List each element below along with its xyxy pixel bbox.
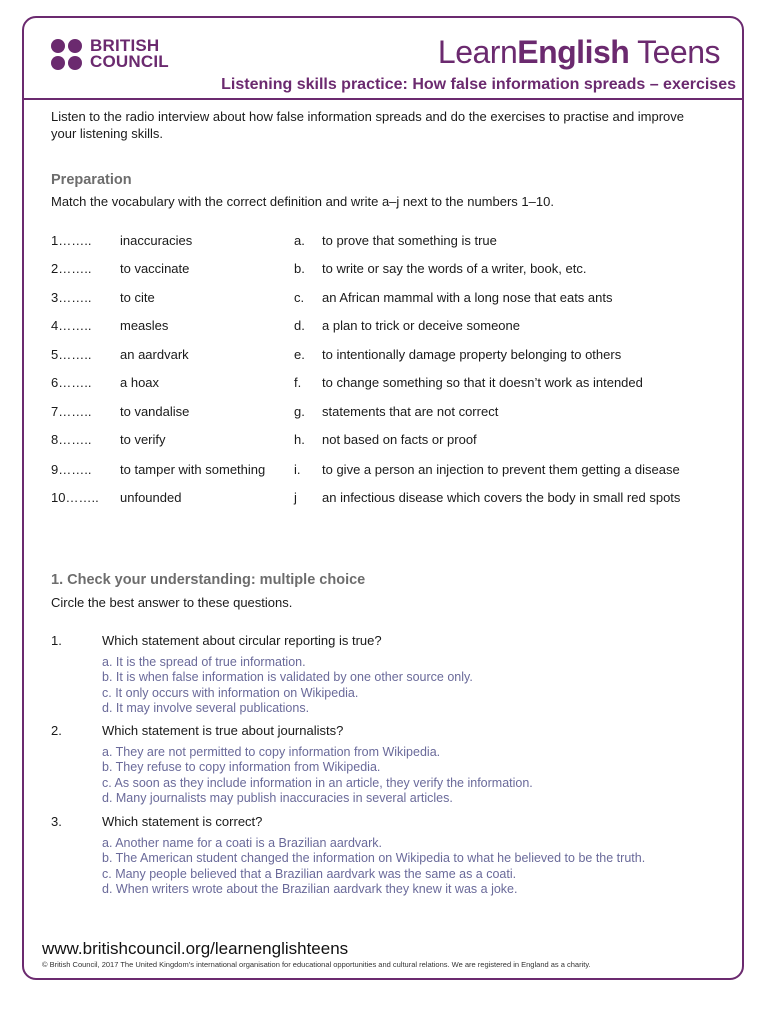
definition-letter: c. — [294, 290, 305, 305]
vocab-row — [51, 318, 731, 338]
vocab-word: to tamper with something — [120, 462, 266, 477]
page-title: Listening skills practice: How false information spreads – exercises — [221, 76, 736, 93]
definition-text: to give a person an injection to prevent them getting a disease — [322, 462, 680, 477]
vocab-word: to cite — [120, 290, 155, 305]
vocab-row — [51, 490, 731, 510]
answer-blank[interactable]: 2…….. — [51, 261, 92, 276]
definition-letter: f. — [294, 375, 302, 390]
question-text: Which statement about circular reporting is true? — [102, 633, 382, 648]
definition-text: not based on facts or proof — [322, 432, 477, 447]
answer-option[interactable]: c. It only occurs with information on Wikipedia. — [102, 685, 359, 700]
definition-text: to change something so that it doesn’t work as intended — [322, 375, 643, 390]
definition-text: to prove that something is true — [322, 233, 497, 248]
vocab-row — [51, 347, 731, 367]
answer-blank[interactable]: 3…….. — [51, 290, 92, 305]
answer-blank[interactable]: 7…….. — [51, 404, 92, 419]
definition-letter: g. — [294, 404, 305, 419]
definition-text: an African mammal with a long nose that eats ants — [322, 290, 613, 305]
vocab-word: inaccuracies — [120, 233, 193, 248]
definition-text: an infectious disease which covers the body in small red spots — [322, 490, 681, 505]
definition-letter: d. — [294, 318, 305, 333]
answer-option[interactable]: c. As soon as they include information in an article, they verify the information. — [102, 775, 533, 790]
vocab-row — [51, 432, 731, 452]
definition-text: statements that are not correct — [322, 404, 499, 419]
answer-option[interactable]: a. Another name for a coati is a Brazilian aardvark. — [102, 836, 383, 850]
answer-option[interactable]: c. Many people believed that a Brazilian aardvark was the same as a coati. — [102, 866, 517, 881]
answer-blank[interactable]: 10…….. — [51, 490, 99, 505]
website-link[interactable]: www.britishcouncil.org/learnenglishteens — [42, 939, 349, 958]
logo-line-2: COUNCIL — [90, 52, 169, 71]
answer-option[interactable]: a. They are not permitted to copy information from Wikipedia. — [102, 745, 441, 759]
definition-letter: b. — [294, 261, 305, 276]
intro-text: Listen to the radio interview about how false information spreads and do the exercises to practise and improve your listening skills. — [51, 109, 685, 141]
vocab-word: unfounded — [120, 490, 182, 505]
vocab-word: measles — [120, 318, 169, 333]
answer-options — [102, 745, 533, 806]
answer-option[interactable]: b. It is when false information is validated by one other source only. — [102, 670, 473, 685]
answer-option[interactable]: b. The American student changed the information on Wikipedia to what he believed to be the truth. — [102, 851, 646, 866]
question-text: Which statement is true about journalists? — [102, 723, 344, 738]
title-divider — [24, 98, 744, 100]
vocab-row — [51, 233, 731, 253]
copyright-text: © British Council, 2017 The United Kingdom’s international organisation for educational opportunities and cultural relations. We are registered in England as a charity. — [42, 960, 591, 969]
answer-blank[interactable]: 1…….. — [51, 233, 92, 248]
learnenglish-teens-brand: LearnEnglish Teens — [437, 34, 720, 70]
definition-text: to intentionally damage property belonging to others — [322, 347, 622, 362]
question-number: 1. — [51, 633, 62, 648]
answer-option[interactable]: d. Many journalists may publish inaccuracies in several articles. — [102, 790, 453, 805]
section1-instruction: Circle the best answer to these questions. — [51, 595, 293, 610]
answer-blank[interactable]: 9…….. — [51, 462, 92, 477]
question-number: 2. — [51, 723, 62, 738]
answer-option[interactable]: d. When writers wrote about the Brazilian aardvark they knew it was a joke. — [102, 881, 518, 896]
british-council-logo — [51, 38, 169, 70]
answer-option[interactable]: d. It may involve several publications. — [102, 700, 310, 715]
answer-options — [102, 836, 645, 897]
answer-options — [102, 655, 473, 716]
definition-text: a plan to trick or deceive someone — [322, 318, 520, 333]
answer-blank[interactable]: 6…….. — [51, 375, 92, 390]
vocab-word: a hoax — [120, 375, 160, 390]
vocab-word: to verify — [120, 432, 166, 447]
answer-blank[interactable]: 4…….. — [51, 318, 92, 333]
answer-blank[interactable]: 5…….. — [51, 347, 92, 362]
preparation-heading: Preparation — [51, 172, 132, 188]
answer-option[interactable]: a. It is the spread of true information. — [102, 655, 306, 669]
section1-heading: 1. Check your understanding: multiple choice — [51, 572, 366, 588]
vocab-row — [51, 462, 731, 482]
logo-line-1: BRITISH — [90, 36, 160, 55]
answer-option[interactable]: b. They refuse to copy information from Wikipedia. — [102, 760, 381, 775]
vocab-word: to vandalise — [120, 404, 190, 419]
question-number: 3. — [51, 814, 62, 829]
preparation-instruction: Match the vocabulary with the correct definition and write a–j next to the numbers 1–10. — [51, 194, 554, 209]
definition-letter: h. — [294, 432, 305, 447]
logo-dots-icon — [51, 39, 82, 70]
vocab-word: an aardvark — [120, 347, 189, 362]
question-text: Which statement is correct? — [102, 814, 263, 829]
vocab-row — [51, 404, 731, 424]
definition-text: to write or say the words of a writer, book, etc. — [322, 261, 587, 276]
definition-letter: j — [294, 490, 297, 505]
definition-letter: a. — [294, 233, 305, 248]
vocab-word: to vaccinate — [120, 261, 190, 276]
vocab-row — [51, 375, 731, 395]
vocab-row — [51, 290, 731, 310]
vocab-row — [51, 261, 731, 281]
answer-blank[interactable]: 8…….. — [51, 432, 92, 447]
definition-letter: e. — [294, 347, 305, 362]
definition-letter: i. — [294, 462, 301, 477]
